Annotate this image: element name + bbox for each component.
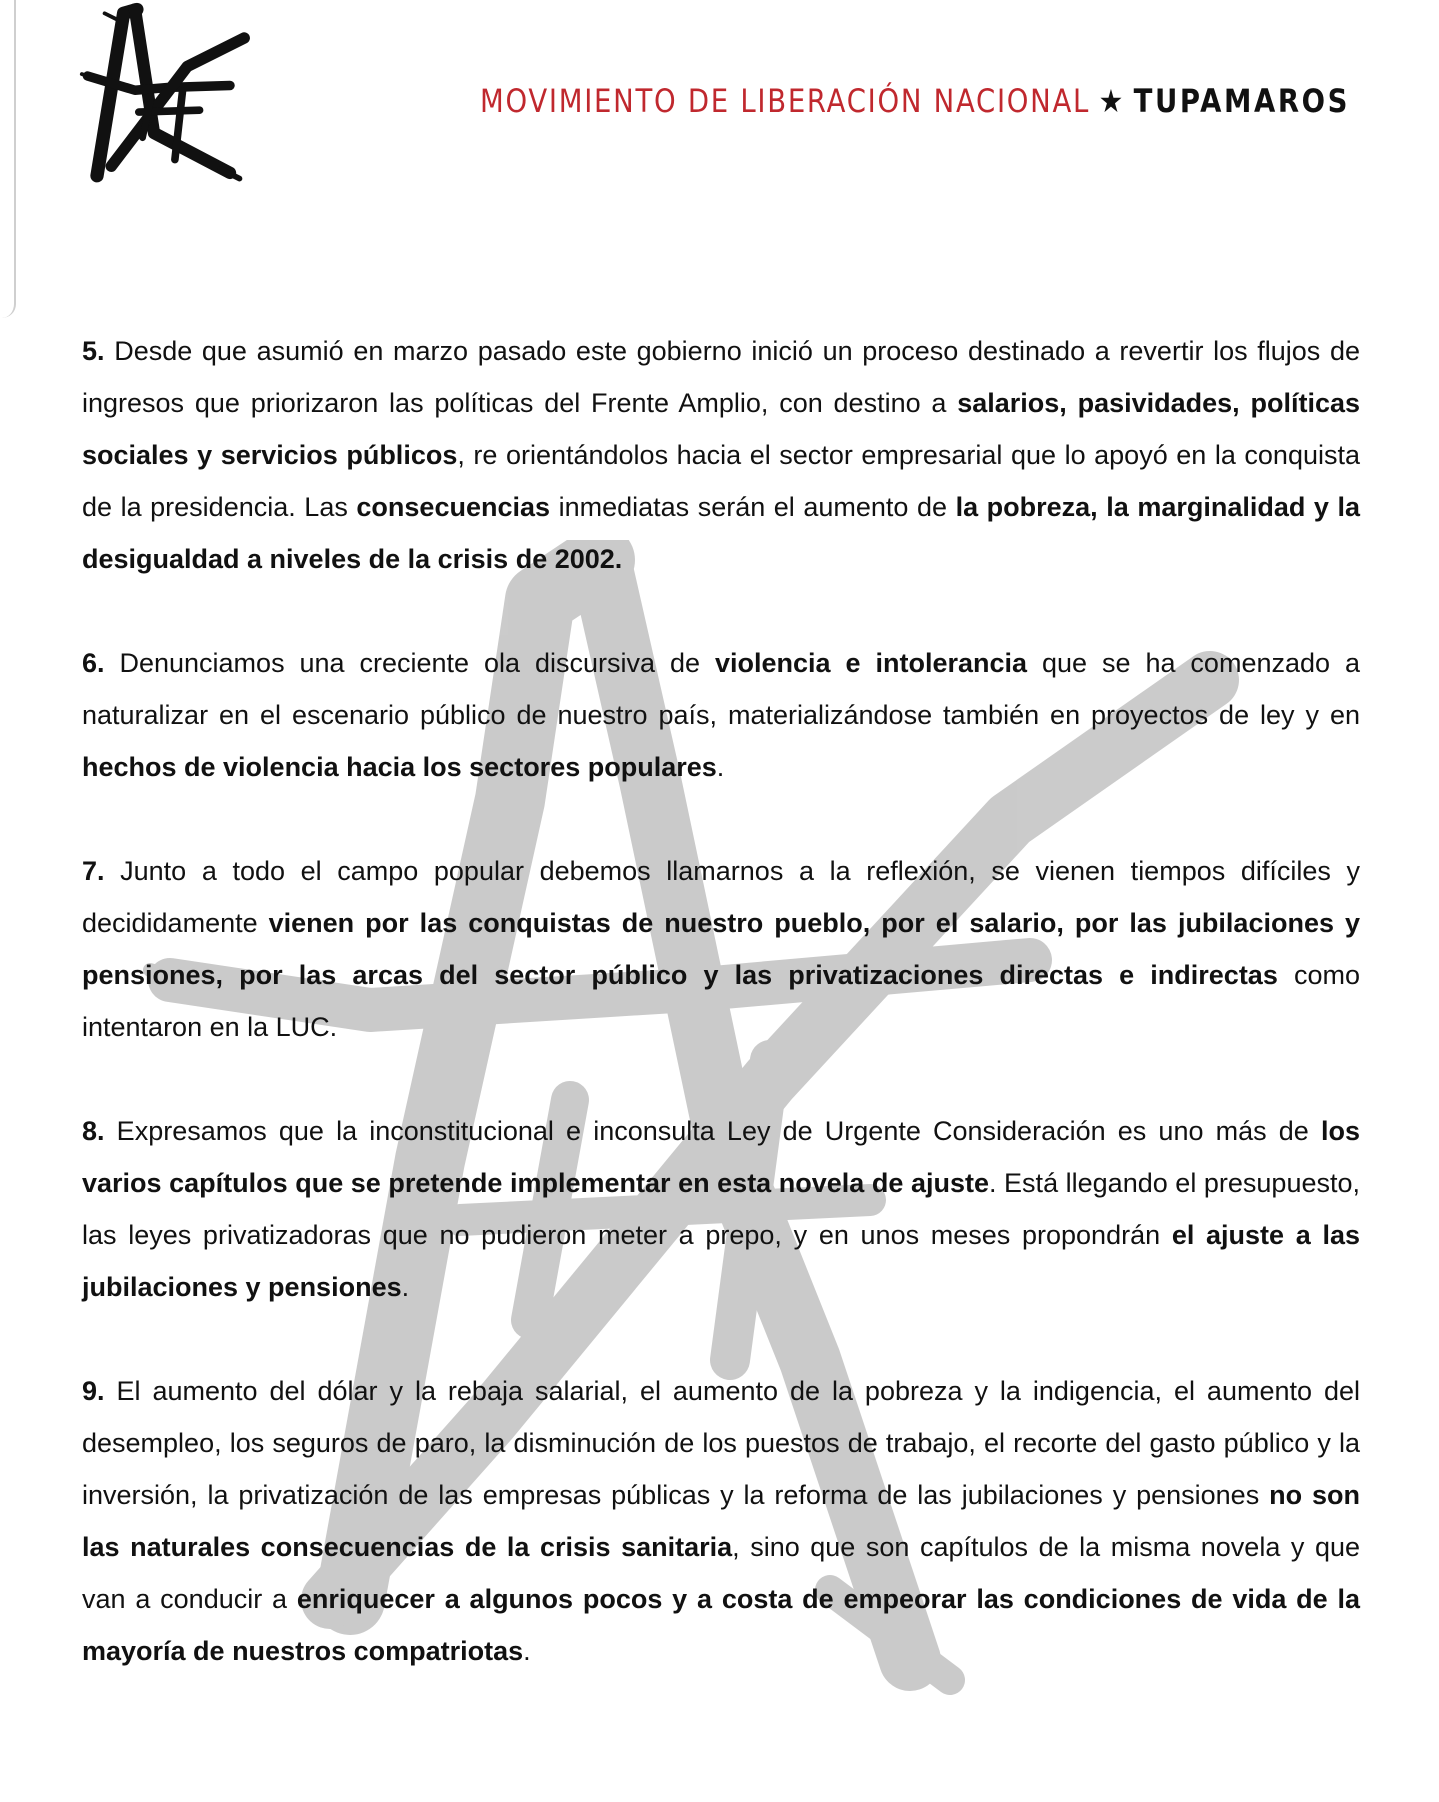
paragraph-text: Desde que asumió en marzo pasado este gobierno inició un proceso destinado a revertir los flujos de ingresos que priorizaron las políticas del Frente Amplio, con destino a xyxy=(82,336,1360,418)
paragraph-text: . Está llegando el presupuesto, las leyes privatizadoras que no pudieron meter a prepo, y en unos meses propondrán xyxy=(82,1168,1360,1250)
paragraph-5 xyxy=(82,325,1360,585)
star-logo-icon xyxy=(78,0,268,190)
organization-name: MOVIMIENTO DE LIBERACIÓN NACIONAL xyxy=(480,82,1091,120)
paragraph-bold-text: violencia e intolerancia xyxy=(715,648,1028,678)
paragraph-text: Expresamos que la inconstitucional e inconsulta Ley de Urgente Consideración es uno más de xyxy=(104,1116,1321,1146)
paragraph-number: 6. xyxy=(82,648,105,678)
paragraph-bold-text: enriquecer a algunos pocos y a costa de empeorar las condiciones de vida de la mayoría de nuestros compatriotas xyxy=(82,1584,1361,1666)
paragraph-text: inmediatas serán el aumento de xyxy=(550,492,956,522)
paragraph-text: que se ha comenzado a naturalizar en el escenario público de nuestro país, materializándose también en proyectos de ley y en xyxy=(82,648,1360,730)
paragraph-7 xyxy=(82,845,1360,1053)
paragraph-text: . xyxy=(401,1272,410,1302)
paragraph-bold-text: consecuencias xyxy=(356,492,551,522)
paragraph-bold-text: el ajuste a las jubilaciones y pensiones xyxy=(82,1220,1360,1302)
paragraph-bold-text: salarios, pasividades, políticas sociales y servicios públicos xyxy=(82,388,1360,470)
paragraph-number: 7. xyxy=(82,856,105,886)
paragraph-number: 5. xyxy=(82,336,105,366)
paragraph-text: , re orientándolos hacia el sector empresarial que lo apoyó en la conquista de la presidencia. Las xyxy=(82,440,1360,522)
document-body xyxy=(82,325,1360,1729)
paragraph-9 xyxy=(82,1365,1360,1677)
star-separator-icon: ★ xyxy=(1098,82,1126,120)
tupamaros-name: TUPAMAROS xyxy=(1133,82,1351,120)
paragraph-text: . xyxy=(523,1636,531,1666)
paragraph-bold-text: vienen por las conquistas de nuestro pueblo, por el salario, por las jubilaciones y pensiones, por las arcas del sector público y las privatizaciones directas e indirectas xyxy=(82,908,1361,990)
paragraph-6 xyxy=(82,637,1360,793)
paragraph-bold-text: no son las naturales consecuencias de la crisis sanitaria xyxy=(82,1480,1360,1562)
paragraph-number: 9. xyxy=(82,1376,105,1406)
paragraph-text: Junto a todo el campo popular debemos llamarnos a la reflexión, se vienen tiempos difíciles y decididamente xyxy=(82,856,1360,938)
paragraph-bold-text: los varios capítulos que se pretende implementar en esta novela de ajuste xyxy=(82,1116,1360,1198)
paragraph-text: El aumento del dólar y la rebaja salarial, el aumento de la pobreza y la indigencia, el aumento del desempleo, los seguros de paro, la disminución de los puestos de trabajo, el recorte del gasto público y la inversión, la privatización de las empresas públicas y la reforma de las jubilaciones y pensiones xyxy=(82,1376,1360,1510)
paragraph-text: como intentaron en la LUC. xyxy=(82,960,1361,1042)
paragraph-bold-text: hechos de violencia hacia los sectores populares xyxy=(82,752,717,782)
paragraph-text: . xyxy=(716,752,725,782)
header-title xyxy=(480,82,1350,120)
paragraph-text: Denunciamos una creciente ola discursiva de xyxy=(104,648,715,678)
paragraph-number: 8. xyxy=(82,1116,105,1146)
paragraph-bold-text: la pobreza, la marginalidad y la desigualdad a niveles de la crisis de 2002. xyxy=(82,492,1361,574)
page-left-edge xyxy=(0,0,16,318)
paragraph-8 xyxy=(82,1105,1360,1313)
paragraph-text: , sino que son capítulos de la misma novela y que van a conducir a xyxy=(82,1532,1360,1614)
